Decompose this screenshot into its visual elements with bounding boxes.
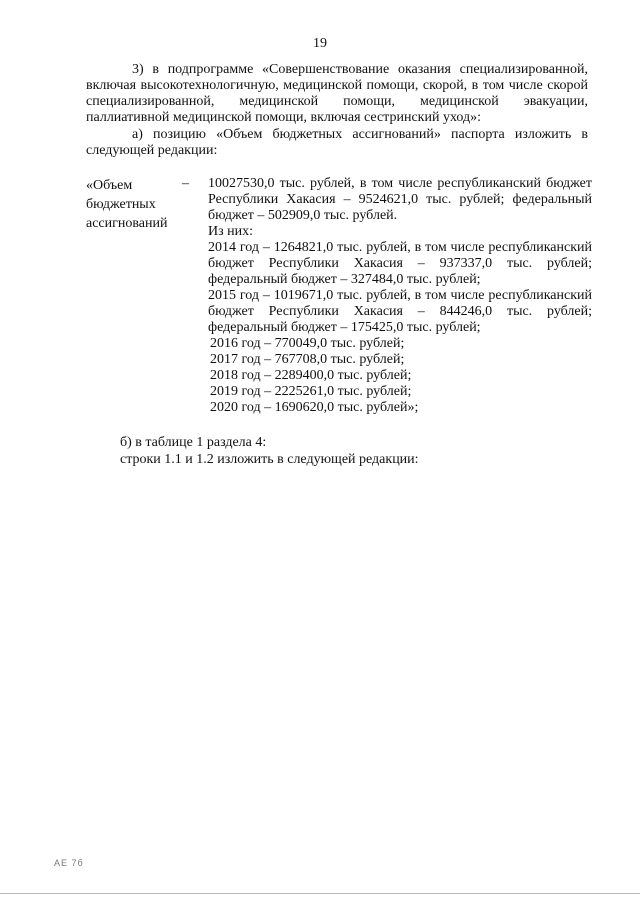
scan-bottom-edge: [0, 893, 640, 894]
budget-year-2016: 2016 год – 770049,0 тыс. рублей;: [210, 336, 405, 351]
passport-value: [208, 176, 592, 416]
passport-label-line: ассигнований: [86, 216, 168, 231]
budget-year-2019: 2019 год – 2225261,0 тыс. рублей;: [210, 384, 412, 399]
budget-year-2018: 2018 год – 2289400,0 тыс. рублей;: [210, 368, 412, 383]
of-them-label: Из них:: [208, 224, 254, 239]
budget-year-2014: 2014 год – 1264821,0 тыс. рублей, в том числе республиканский бюджет Республики Хакасия – 937337,0 тыс. рублей; федеральный бюджет – 327484,0 тыс. рублей;: [208, 240, 592, 287]
subitem-a-paragraph: а) позицию «Объем бюджетных ассигнований» паспорта изложить в следующей редакции:: [86, 127, 588, 158]
subitem-b-heading: б) в таблице 1 раздела 4:: [120, 435, 267, 450]
budget-year-2017: 2017 год – 767708,0 тыс. рублей;: [210, 352, 405, 367]
budget-total: 10027530,0 тыс. рублей, в том числе республиканский бюджет Республики Хакасия – 9524621,0 тыс. рублей; федеральный бюджет – 502909,0 тыс. рублей.: [208, 176, 592, 223]
budget-year-2015: 2015 год – 1019671,0 тыс. рублей, в том числе республиканский бюджет Республики Хакасия – 844246,0 тыс. рублей; федеральный бюджет – 175425,0 тыс. рублей;: [208, 288, 592, 335]
footer-stamp-mark: АЕ 7б: [54, 858, 84, 868]
passport-label: [86, 176, 178, 233]
subitem-b-text: строки 1.1 и 1.2 изложить в следующей редакции:: [120, 452, 419, 467]
intro-paragraph: 3) в подпрограмме «Совершенствование оказания специализированной, включая высокотехнологичную, медицинской помощи, скорой, в том числе скорой специализированной, медицинской помощи, медицинской эвакуации, паллиативной медицинской помощи, включая сестринский уход»:: [86, 62, 588, 125]
budget-year-2020: 2020 год – 1690620,0 тыс. рублей»;: [210, 400, 419, 415]
passport-label-line: «Объем: [86, 178, 133, 193]
passport-label-line: бюджетных: [86, 197, 156, 212]
passport-dash: –: [182, 176, 189, 191]
page-number: 19: [313, 36, 327, 51]
